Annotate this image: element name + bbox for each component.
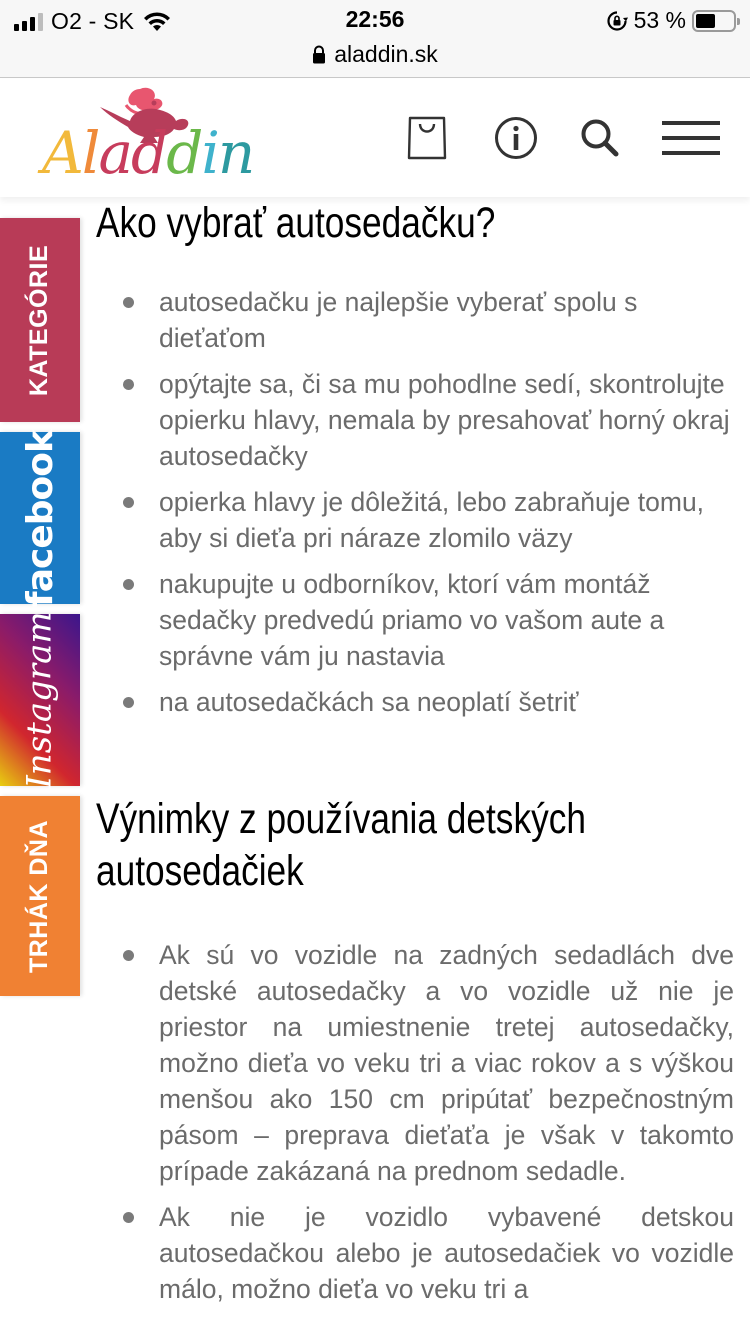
list-item bbox=[96, 284, 736, 356]
info-icon bbox=[494, 116, 538, 160]
list-item-text: Ak sú vo vozidle na zadných sedadlách dve detské autosedačky a vo vozidle už nie je priestor na umiestnenie tretej autosedačky, možno dieťa vo veku tri a viac rokov a s výškou menšou ako 150 cm pripútať bezpečnostným pásom – preprava dieťaťa je však v takomto prípade zakázaná na prednom sedadle. bbox=[159, 940, 734, 1186]
list-item-text: opierka hlavy je dôležitá, lebo zabraňuje tomu, aby si dieťa pri náraze zlomilo väzy bbox=[159, 487, 705, 553]
bullet-icon bbox=[123, 950, 134, 961]
logo-letter: i bbox=[201, 119, 218, 187]
info-button[interactable] bbox=[494, 113, 538, 163]
side-tab-label: KATEGÓRIE bbox=[25, 244, 54, 396]
battery-icon bbox=[692, 10, 736, 32]
side-tab-categories[interactable] bbox=[0, 218, 80, 422]
exceptions-list bbox=[96, 937, 736, 1317]
bullet-icon bbox=[123, 379, 134, 390]
list-item bbox=[96, 684, 736, 720]
battery-fill bbox=[696, 14, 715, 28]
side-tab-deal-of-the-day[interactable] bbox=[0, 796, 80, 996]
section-heading: Ako vybrať autosedačku? bbox=[96, 199, 496, 247]
instagram-logo: Instagram bbox=[20, 611, 60, 789]
section-heading-line: Výnimky z používania detských bbox=[96, 795, 586, 843]
browser-chrome bbox=[0, 0, 750, 78]
list-item-text: Ak nie je vozidlo vybavené detskou autosedačkou alebo je autosedačiek vo vozidle málo, možno dieťa vo veku tri a bbox=[159, 1202, 734, 1304]
list-item-text: na autosedačkách sa neoplatí šetriť bbox=[159, 687, 579, 717]
logo-letter: A bbox=[42, 119, 82, 187]
list-item-text: nakupujte u odborníkov, ktorí vám montáž sedačky predvedú priamo vo vašom aute a správne vám ju nastavia bbox=[159, 569, 665, 671]
list-item bbox=[96, 484, 736, 556]
logo-letter: d bbox=[166, 119, 202, 187]
list-item-text: autosedačku je najlepšie vyberať spolu s dieťaťom bbox=[159, 287, 638, 353]
list-item bbox=[96, 1199, 736, 1307]
logo-letter: a bbox=[98, 119, 132, 187]
list-item bbox=[96, 366, 736, 474]
clock: 22:56 bbox=[345, 6, 405, 32]
logo-letter: n bbox=[217, 119, 254, 187]
side-tab-facebook[interactable] bbox=[0, 429, 80, 607]
bullet-icon bbox=[123, 1212, 134, 1223]
shopping-bag-icon bbox=[407, 116, 447, 160]
facebook-logo: facebook bbox=[19, 429, 61, 607]
logo-letter: d bbox=[131, 119, 167, 187]
section-heading bbox=[96, 793, 694, 897]
bullet-icon bbox=[123, 697, 134, 708]
bullet-icon bbox=[123, 579, 134, 590]
site-header bbox=[0, 79, 750, 197]
list-item bbox=[96, 566, 736, 674]
search-button[interactable] bbox=[578, 113, 622, 163]
side-tab-label: TRHÁK DŇA bbox=[25, 819, 54, 973]
lock-icon bbox=[312, 45, 326, 64]
menu-button[interactable] bbox=[662, 113, 720, 163]
orientation-lock-icon bbox=[606, 10, 628, 32]
logo-text bbox=[42, 119, 253, 187]
aladdin-logo[interactable] bbox=[36, 85, 266, 193]
bullet-icon bbox=[123, 497, 134, 508]
url-text: aladdin.sk bbox=[334, 40, 438, 67]
search-icon bbox=[579, 117, 621, 159]
battery-percent: 53 % bbox=[633, 7, 686, 33]
logo-letter: l bbox=[81, 119, 99, 187]
tips-list bbox=[96, 284, 736, 730]
cart-button[interactable] bbox=[405, 113, 449, 163]
bullet-icon bbox=[123, 297, 134, 308]
section-heading-line: autosedačiek bbox=[96, 847, 304, 895]
status-bar bbox=[0, 0, 750, 40]
side-tab-instagram[interactable] bbox=[0, 611, 80, 789]
carrier-name: O2 - SK bbox=[51, 8, 135, 34]
list-item-text: opýtajte sa, či sa mu pohodlne sedí, skontrolujte opierku hlavy, nemala by presahovať horný okraj autosedačky bbox=[159, 369, 730, 471]
url-bar[interactable] bbox=[0, 38, 750, 70]
hamburger-menu-icon bbox=[662, 121, 720, 155]
list-item bbox=[96, 937, 736, 1189]
